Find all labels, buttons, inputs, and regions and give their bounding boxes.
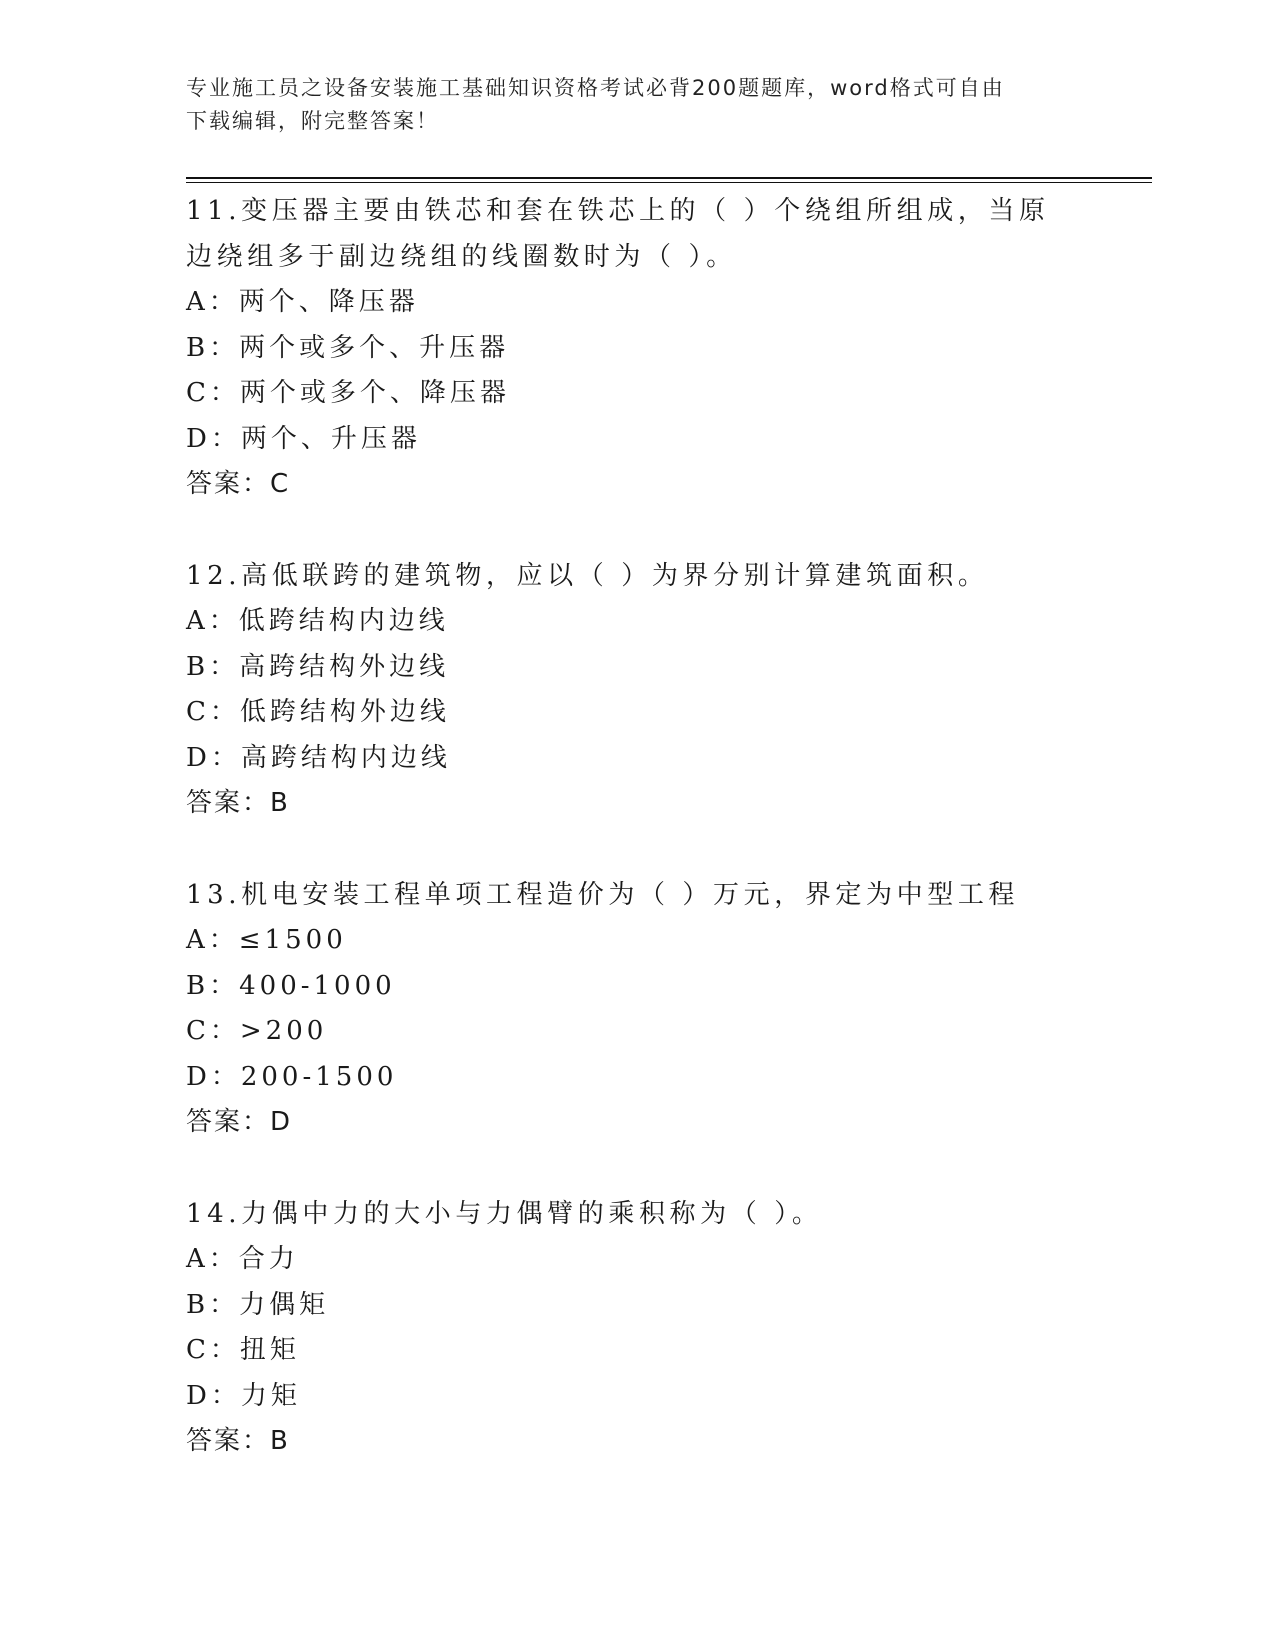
option-c: C：>200 (186, 1016, 328, 1046)
option-b: B：两个或多个、升压器 (186, 332, 510, 363)
document-header (186, 72, 1066, 138)
header-line-2: 下载编辑，附完整答案！ (186, 109, 439, 133)
option-d: D：两个、升压器 (186, 423, 421, 454)
option-a: A：合力 (186, 1244, 299, 1274)
option-d: D：力矩 (186, 1380, 301, 1411)
option-d: D：高跨结构内边线 (186, 742, 451, 773)
option-c: C：扭矩 (186, 1335, 300, 1365)
question-12 (186, 554, 1066, 827)
question-list (186, 189, 1066, 1511)
option-c: C：低跨结构外边线 (186, 697, 450, 727)
option-c: C：两个或多个、降压器 (186, 378, 510, 408)
option-b: B：400-1000 (186, 970, 396, 1001)
option-b: B：高跨结构外边线 (186, 651, 450, 682)
option-a: A：两个、降压器 (186, 287, 419, 317)
option-a: A：低跨结构内边线 (186, 606, 449, 636)
question-14 (186, 1192, 1066, 1465)
option-b: B：力偶矩 (186, 1289, 330, 1320)
question-13 (186, 873, 1066, 1146)
question-stem: 13.机电安装工程单项工程造价为（ ）万元，界定为中型工程 (186, 879, 1020, 910)
option-a: A：≤1500 (186, 925, 347, 955)
answer-line: 答案：B (186, 788, 290, 818)
question-stem: 11.变压器主要由铁芯和套在铁芯上的（ ）个绕组所组成，当原边绕组多于副边绕组的线圈数时为（ ）。 (186, 196, 1050, 272)
header-line-1: 专业施工员之设备安装施工基础知识资格考试必背200题题库，word格式可自由 (186, 76, 1005, 100)
question-stem: 14.力偶中力的大小与力偶臂的乘积称为（ ）。 (186, 1198, 823, 1229)
question-stem: 12.高低联跨的建筑物，应以（ ）为界分别计算建筑面积。 (186, 560, 989, 591)
header-divider-thick (186, 177, 1152, 179)
option-d: D：200-1500 (186, 1061, 398, 1092)
header-divider-thin (186, 182, 1152, 183)
answer-line: 答案：C (186, 469, 291, 499)
answer-line: 答案：D (186, 1107, 293, 1137)
answer-line: 答案：B (186, 1426, 290, 1456)
question-11 (186, 189, 1066, 508)
